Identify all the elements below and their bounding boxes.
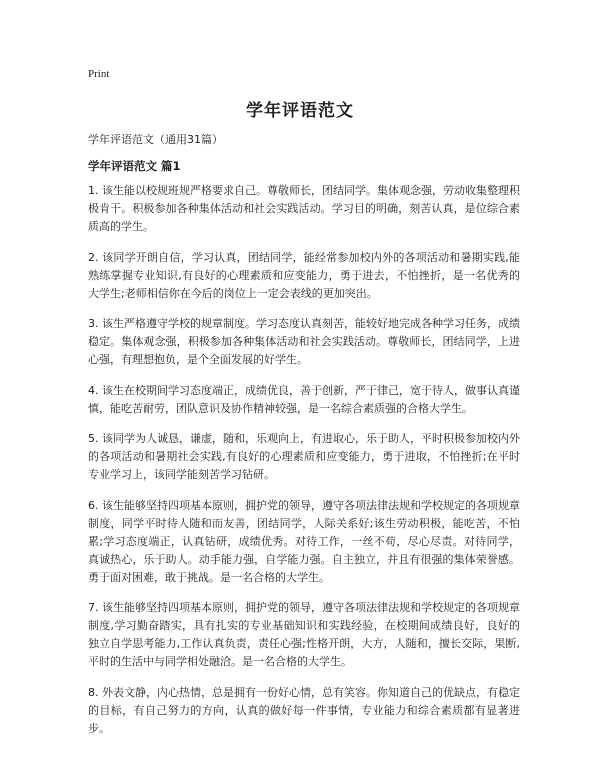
paragraph-4: 4. 该生在校期间学习态度端正，成绩优良，善于创新，严于律己，宽于待人，做事认真谨慎，能吃苦耐劳，团队意识及协作精神较强，是一名综合素质强的合格大学生。	[88, 383, 520, 415]
paragraph-list	[88, 182, 520, 750]
paragraph-2: 2. 该同学开朗自信，学习认真，团结同学，能经常参加校内外的各项活动和暑期实践,能熟练掌握专业知识,有良好的心理素质和应变能力，勇于进去，不怕挫折，是一名优秀的大学生;老师相信你在今后的岗位上一定会表线的更加突出。	[88, 250, 520, 300]
paragraph-5: 5. 该同学为人诚恳，谦虚，随和，乐观向上，有进取心，乐于助人，平时积极参加校内外的各项活动和暑期社会实践,有良好的心理素质和应变能力，勇于进取，不怕挫折;在平时专业学习上，该同学能刻苦学习钻研。	[88, 432, 520, 481]
document-title: 学年评语范文	[246, 101, 354, 121]
paragraph-7: 7. 该生能够坚持四项基本原则，拥护党的领导，遵守各项法律法规和学校规定的各项规章制度,学习勤奋踏实，具有扎实的专业基础知识和实践经验，在校期间成绩良好，良好的独立自学思考能力,工作认真负责，责任心强;性格开朗，大方，人随和，擅长交际，果断,平时的生活中与同学相处融洽。是一名合格的大学生。	[88, 601, 520, 668]
paragraph-1: 1. 该生能以校规班规严格要求自己。尊敬师长，团结同学。集体观念强，劳动收集整理积极肯干。积极参加各种集体活动和社会实践活动。学习目的明确，刻苦认真，是位综合素质高的学生。	[88, 184, 520, 233]
section-heading: 学年评语范文 篇1	[88, 159, 181, 173]
document-subtitle: 学年评语范文（通用31篇）	[88, 133, 223, 146]
paragraph-6: 6. 该生能够坚持四项基本原则，拥护党的领导，遵守各项法律法规和学校规定的各项规章制度，同学平时待人随和而友善，团结同学，人际关系好;该生劳动积极，能吃苦，不怕累;学习态度端正，认真钻研，成绩优秀。对待工作，一丝不苟，尽心尽责。对待同学，真诚热心，乐于助人。动手能力强，自学能力强。自主独立，并且有很强的集体荣誉感。勇于面对困难，敢于挑战。是一名合格的大学生。	[88, 498, 520, 584]
paragraph-8: 8. 外表文静，内心热情，总是拥有一份好心情，总有笑容。你知道自己的优缺点，有稳定的目标，有自己努力的方向，认真的做好每一件事情，专业能力和综合素质都有显著进步。	[88, 685, 520, 735]
print-label: Print	[88, 68, 110, 80]
paragraph-3: 3. 该生严格遵守学校的规章制度。学习态度认真刻苦，能较好地完成各种学习任务，成绩稳定。集体观念强，积极参加各种集体活动和社会实践活动。尊敬师长，团结同学，上进心强，有理想抱负，是个全面发展的好学生。	[88, 317, 520, 366]
